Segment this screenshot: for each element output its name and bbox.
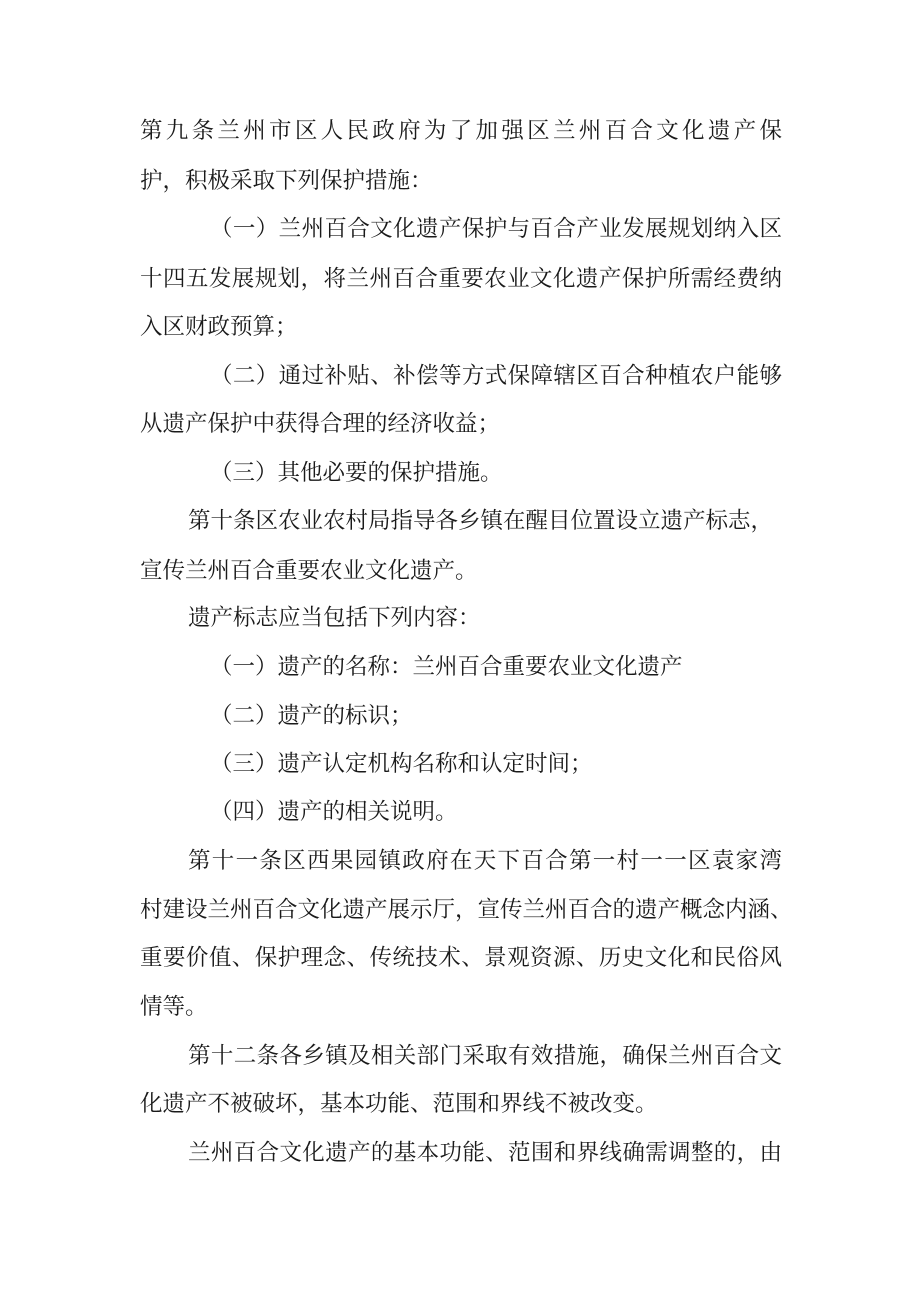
heritage-sign-item-2: （二）遗产的标识； [210,703,413,729]
article-12-para-2-line-1: 兰州百合文化遗产的基本功能、范围和界线确需调整的，由 [188,1140,782,1166]
heritage-sign-item-3: （三）遗产认定机构名称和认定时间； [210,751,593,777]
article-9-line-2: 护，积极采取下列保护措施： [140,168,433,194]
article-11-line-3: 重要价值、保护理念、传统技术、景观资源、历史文化和民俗风 [140,945,782,971]
article-9-item-1-line-1: （一）兰州百合文化遗产保护与百合产业发展规划纳入区 [210,216,782,242]
article-9-item-3: （三）其他必要的保护措施。 [210,460,503,486]
article-12-line-1: 第十二条各乡镇及相关部门采取有效措施，确保兰州百合文 [188,1043,782,1069]
article-9-item-1-line-3: 入区财政预算； [140,314,298,340]
article-9-item-2-line-2: 从遗产保护中获得合理的经济收益； [140,411,501,437]
article-12-line-2: 化遗产不被破坏，基本功能、范围和界线不被改变。 [140,1091,658,1117]
article-9-item-2-line-1: （二）通过补贴、补偿等方式保障辖区百合种植农户能够 [210,363,782,389]
article-10-line-2: 宣传兰州百合重要农业文化遗产。 [140,558,478,584]
heritage-sign-item-1: （一）遗产的名称：兰州百合重要农业文化遗产 [210,654,683,680]
heritage-sign-item-4: （四）遗产的相关说明。 [210,799,458,825]
article-10-line-1: 第十条区农业农村局指导各乡镇在醒目位置设立遗产标志， [188,508,774,534]
heritage-sign-intro: 遗产标志应当包括下列内容： [188,605,481,631]
article-9-item-1-line-2: 十四五发展规划，将兰州百合重要农业文化遗产保护所需经费纳 [140,266,782,292]
article-11-line-4: 情等。 [140,994,208,1020]
article-9-line-1: 第九条兰州市区人民政府为了加强区兰州百合文化遗产保 [140,118,782,144]
article-11-line-1: 第十一条区西果园镇政府在天下百合第一村一一区袁家湾 [188,848,782,874]
article-11-line-2: 村建设兰州百合文化遗产展示厅，宣传兰州百合的遗产概念内涵、 [140,897,793,923]
